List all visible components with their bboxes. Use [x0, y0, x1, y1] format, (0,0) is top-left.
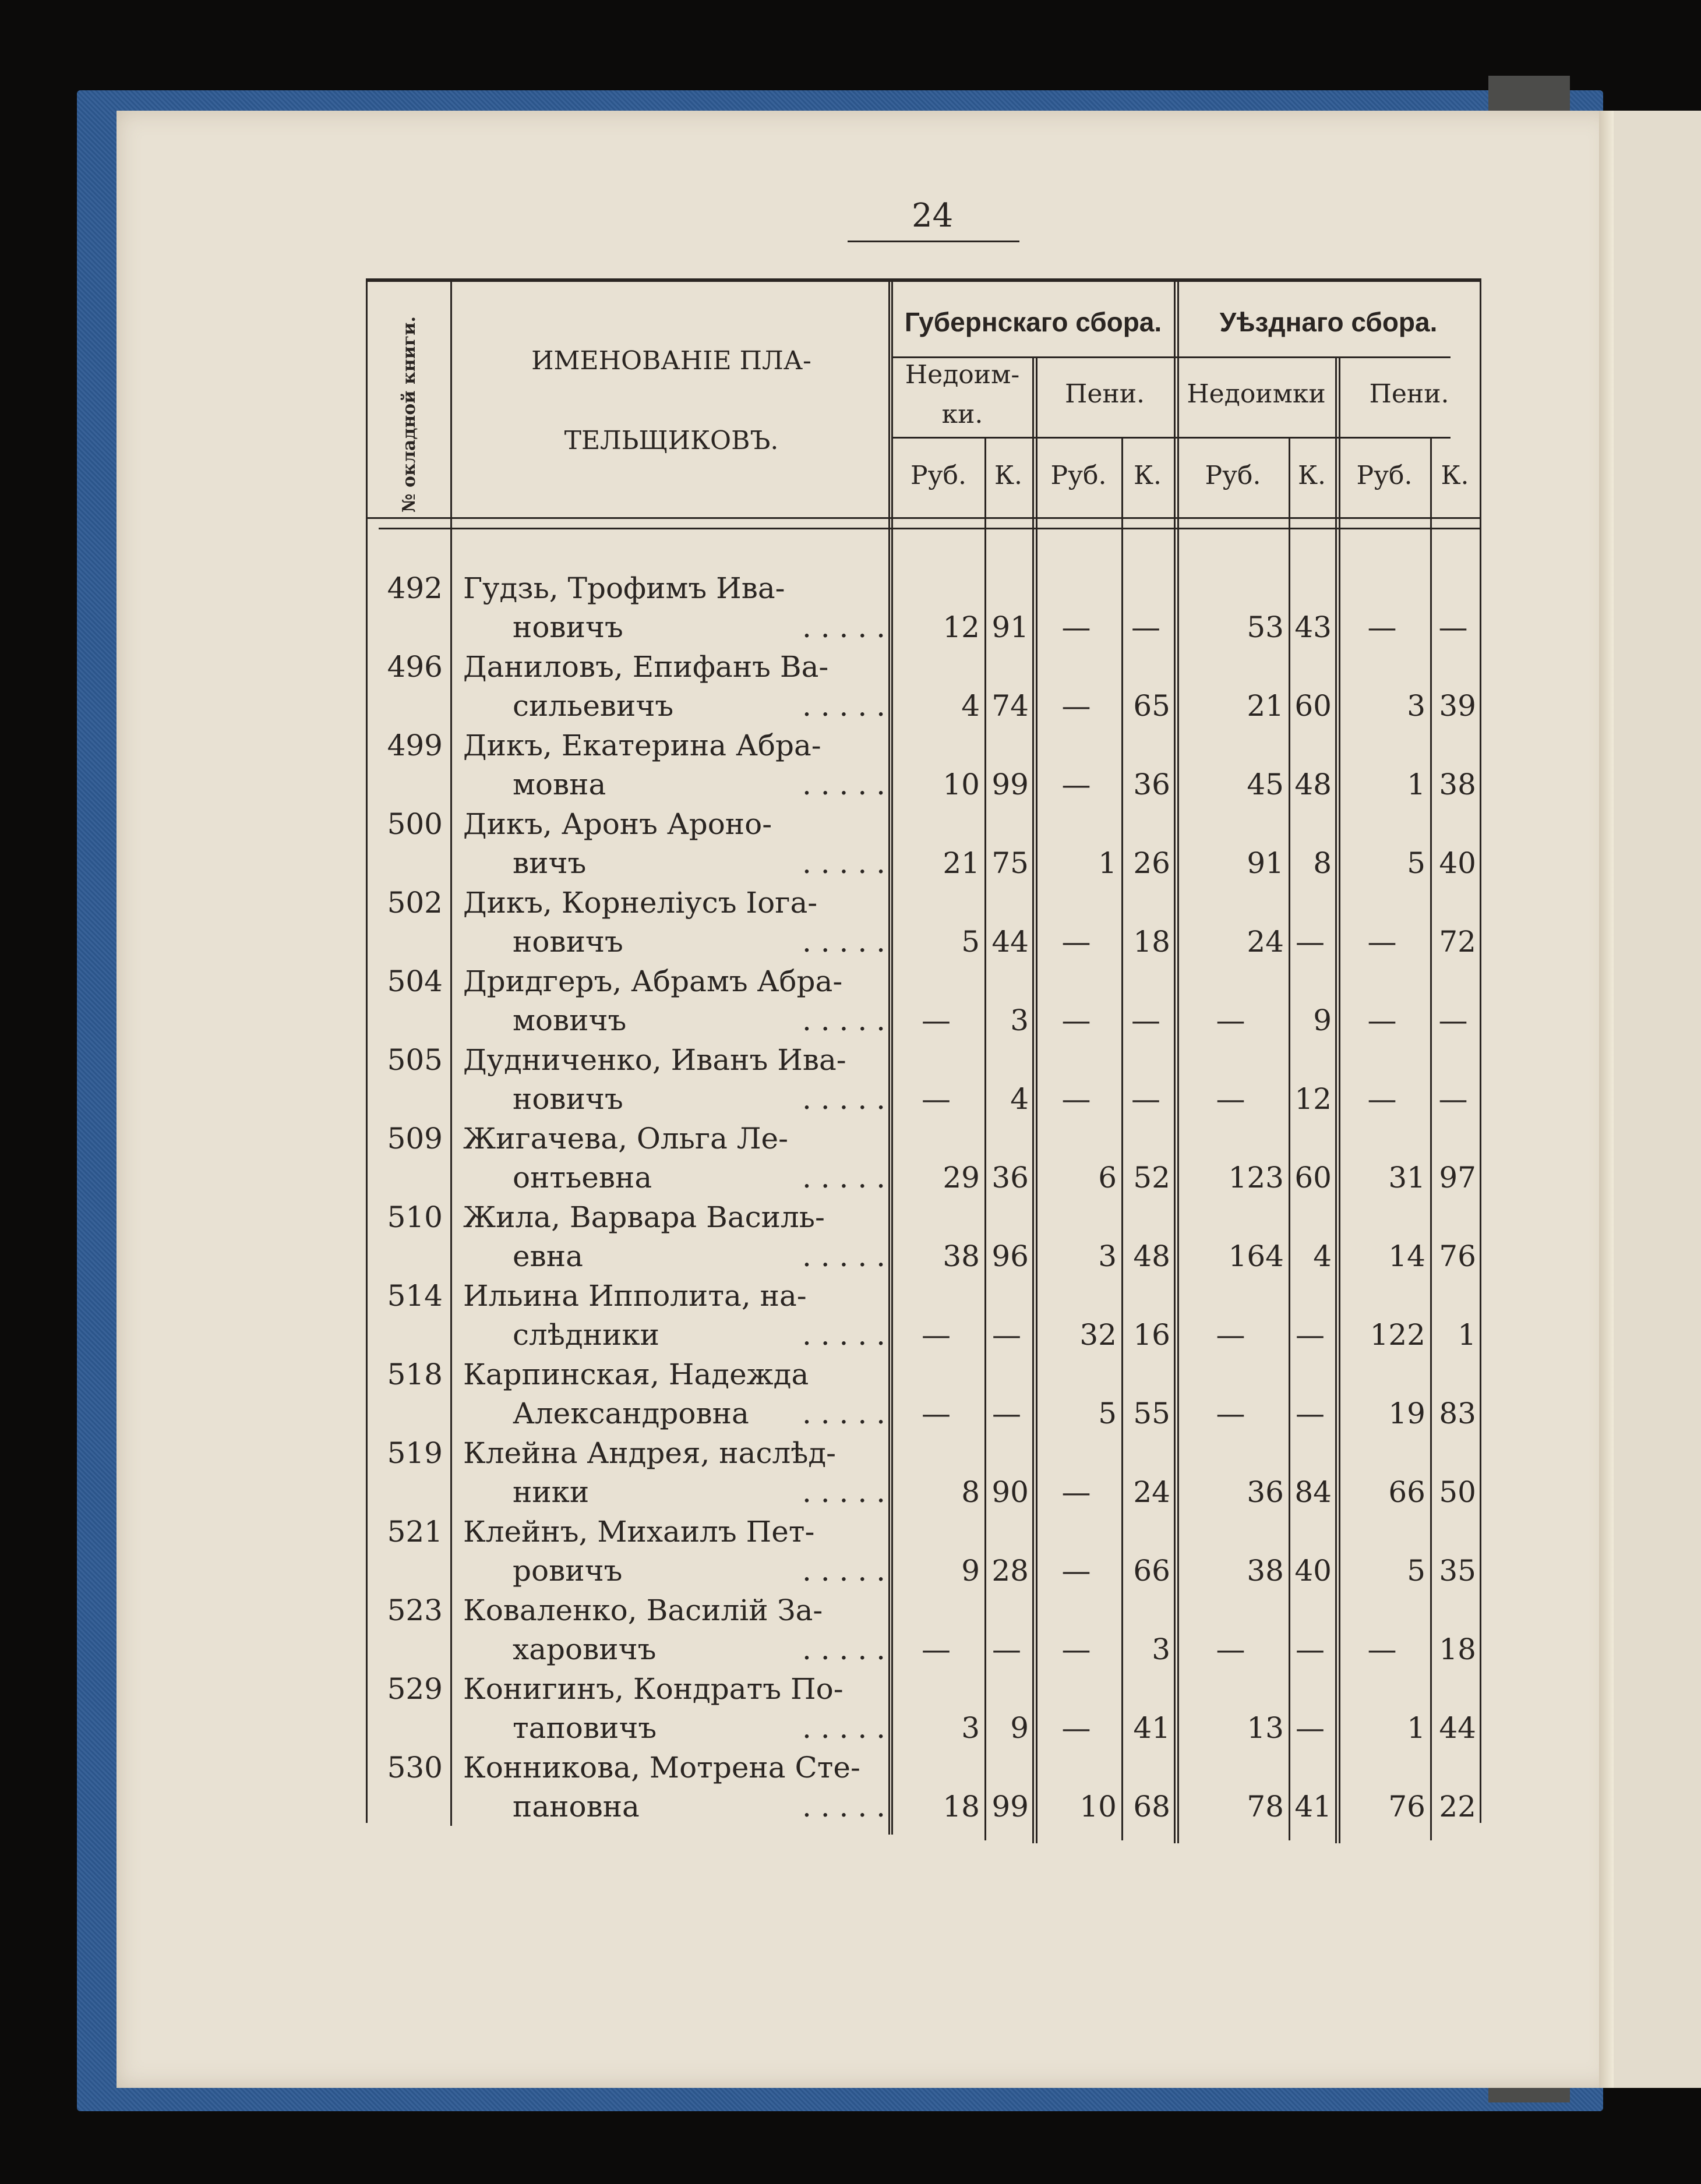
value-rub: 91: [1247, 846, 1284, 880]
value-kop: 3: [1010, 1003, 1029, 1037]
kop-subheader: К.: [1441, 461, 1469, 490]
row-number: 510: [387, 1200, 443, 1234]
payer-name-line1: Жигачева, Ольга Ле-: [463, 1122, 788, 1155]
value-kop: 65: [1133, 689, 1170, 723]
value-kop: 90: [991, 1475, 1029, 1509]
value-kop: —: [1438, 610, 1468, 644]
value-rub: —: [1367, 610, 1397, 644]
gub-uezd-subrule: [891, 356, 1451, 358]
value-kop: —: [1438, 1082, 1468, 1116]
payer-name-line1: Карпинская, Надежда: [463, 1358, 809, 1391]
gub-nedoim-header-a: Недоим-: [905, 360, 1020, 390]
value-kop: 91: [991, 610, 1029, 644]
page-number: 24: [912, 197, 954, 235]
value-kop: 41: [1133, 1711, 1170, 1745]
value-rub: —: [1061, 1554, 1091, 1588]
value-kop: 18: [1133, 925, 1170, 959]
uezd-sbor-header: Уѣзднаго сбора.: [1219, 307, 1438, 337]
value-kop: 8: [1313, 846, 1332, 880]
value-rub: —: [1216, 1318, 1245, 1352]
next-page-edge: [1614, 111, 1701, 2088]
row-number: 519: [387, 1436, 443, 1470]
value-rub: —: [1061, 925, 1091, 959]
value-rub: 5: [1407, 1554, 1425, 1588]
value-kop: 28: [991, 1554, 1029, 1588]
payer-name-line1: Ильина Ипполита, на-: [463, 1279, 807, 1313]
value-kop: —: [1296, 1711, 1325, 1745]
value-kop: 36: [991, 1161, 1029, 1195]
payer-name-line2: мовичъ: [513, 1003, 627, 1037]
payer-name-line1: Дикъ, Аронъ Ароно-: [463, 807, 772, 841]
value-kop: —: [1438, 1003, 1468, 1037]
value-kop: —: [992, 1318, 1021, 1352]
leader-dots: . . . . .: [802, 1790, 885, 1823]
value-rub: 122: [1370, 1318, 1425, 1352]
value-kop: 35: [1439, 1554, 1476, 1588]
kop-subheader: К.: [1297, 461, 1326, 490]
value-kop: 72: [1439, 925, 1476, 959]
row-number: 496: [387, 650, 443, 684]
gub-uezd-divider: [1174, 278, 1176, 1843]
payer-name-line2: новичъ: [513, 1082, 623, 1116]
value-kop: 99: [991, 768, 1029, 801]
gub-uezd-divider-2: [1177, 278, 1179, 1843]
value-kop: 52: [1133, 1161, 1170, 1195]
payer-name-line2: новичъ: [513, 610, 623, 644]
value-kop: 43: [1294, 610, 1332, 644]
value-rub: 5: [1098, 1397, 1117, 1430]
value-kop: 74: [991, 689, 1029, 723]
gub-peni-header: Пени.: [1064, 379, 1145, 409]
row-number: 523: [387, 1593, 443, 1627]
value-kop: 1: [1458, 1318, 1476, 1352]
value-kop: 76: [1439, 1239, 1476, 1273]
value-rub: 3: [1407, 689, 1425, 723]
value-kop: —: [1296, 1632, 1325, 1666]
value-rub: —: [922, 1397, 951, 1430]
leader-dots: . . . . .: [802, 925, 885, 959]
value-rub: 36: [1247, 1475, 1284, 1509]
value-rub: 45: [1247, 768, 1284, 801]
value-rub: 164: [1228, 1239, 1284, 1273]
value-kop: —: [1296, 925, 1325, 959]
row-number: 504: [387, 964, 443, 998]
left-border: [366, 278, 368, 1823]
value-kop: 40: [1439, 846, 1476, 880]
value-rub: 21: [1247, 689, 1284, 723]
leader-dots: . . . . .: [802, 1475, 885, 1509]
column-name-header-line1: ИМЕНОВАНІЕ ПЛА-: [531, 346, 811, 376]
value-kop: 75: [991, 846, 1029, 880]
value-rub: 12: [943, 610, 980, 644]
value-rub: —: [922, 1082, 951, 1116]
value-kop: 44: [1439, 1711, 1476, 1745]
value-rub: —: [1367, 925, 1397, 959]
payer-name-line1: Конникова, Мотрена Сте-: [463, 1751, 860, 1784]
value-rub: 10: [1079, 1790, 1117, 1823]
value-kop: 39: [1439, 689, 1476, 723]
value-rub: 1: [1098, 846, 1117, 880]
value-rub: —: [1061, 1711, 1091, 1745]
value-kop: 44: [991, 925, 1029, 959]
row-number: 514: [387, 1279, 443, 1313]
leader-dots: . . . . .: [802, 1318, 885, 1352]
value-kop: 41: [1294, 1790, 1332, 1823]
value-rub: 3: [961, 1711, 980, 1745]
payer-name-line1: Даниловъ, Епифанъ Ва-: [463, 650, 829, 684]
payer-name-line1: Клейнъ, Михаилъ Пет-: [463, 1515, 815, 1549]
value-kop: 55: [1133, 1397, 1170, 1430]
value-kop: 24: [1133, 1475, 1170, 1509]
gub-nedoim-peni-divider: [1032, 356, 1034, 1843]
uezd-nedoim-header: Недоимки: [1187, 379, 1326, 409]
value-kop: 99: [991, 1790, 1029, 1823]
value-rub: —: [922, 1632, 951, 1666]
value-kop: 48: [1294, 768, 1332, 801]
value-kop: —: [1131, 610, 1160, 644]
payer-name-line2: онтьевна: [513, 1161, 652, 1195]
value-rub: 78: [1247, 1790, 1284, 1823]
value-rub: 3: [1098, 1239, 1117, 1273]
row-number: 530: [387, 1751, 443, 1784]
value-kop: 3: [1152, 1632, 1170, 1666]
value-rub: 38: [1247, 1554, 1284, 1588]
payer-name-line2: новичъ: [513, 925, 623, 959]
payer-name-line2: Александровна: [513, 1397, 749, 1430]
value-rub: 4: [961, 689, 980, 723]
uezd-nedoim-kop-divider: [1289, 437, 1290, 1840]
payer-name-line1: Дикъ, Екатерина Абра-: [463, 729, 821, 762]
value-kop: 22: [1439, 1790, 1476, 1823]
value-kop: —: [1296, 1397, 1325, 1430]
uezd-peni-kop-divider: [1430, 437, 1432, 1840]
value-kop: 18: [1439, 1632, 1476, 1666]
value-rub: —: [1216, 1003, 1245, 1037]
row-number: 518: [387, 1358, 443, 1391]
payer-name-line1: Коваленко, Василій За-: [463, 1593, 823, 1627]
value-rub: 31: [1388, 1161, 1425, 1195]
row-number: 521: [387, 1515, 443, 1549]
leader-dots: . . . . .: [802, 610, 885, 644]
payer-name-line2: ровичъ: [513, 1554, 623, 1588]
rub-subheader: Руб.: [1050, 461, 1107, 490]
payer-name-line1: Дудниченко, Иванъ Ива-: [463, 1043, 846, 1077]
value-kop: 38: [1439, 768, 1476, 801]
value-kop: 4: [1313, 1239, 1332, 1273]
name-money-divider-2: [891, 278, 893, 1835]
payer-name-line1: Клейна Андрея, наслѣд-: [463, 1436, 837, 1470]
row-number: 492: [387, 571, 443, 605]
value-rub: —: [1061, 689, 1091, 723]
nedoim-peni-subrule: [891, 437, 1451, 439]
leader-dots: . . . . .: [802, 1632, 885, 1666]
header-bottom-rule-1: [366, 517, 1481, 519]
rub-subheader: Руб.: [1205, 461, 1261, 490]
value-kop: 66: [1133, 1554, 1170, 1588]
value-rub: —: [922, 1003, 951, 1037]
leader-dots: . . . . .: [802, 1554, 885, 1588]
payer-name-line2: сильевичъ: [513, 689, 674, 723]
payer-name-line2: мовна: [513, 768, 606, 801]
leader-dots: . . . . .: [802, 1711, 885, 1745]
num-name-divider: [450, 278, 452, 1826]
value-kop: —: [992, 1397, 1021, 1430]
value-kop: 9: [1313, 1003, 1332, 1037]
value-rub: 32: [1079, 1318, 1117, 1352]
value-kop: 83: [1439, 1397, 1476, 1430]
gub-nedoim-header-b: ки.: [941, 400, 983, 429]
value-kop: 36: [1133, 768, 1170, 801]
value-kop: 48: [1133, 1239, 1170, 1273]
value-rub: —: [922, 1318, 951, 1352]
value-rub: 5: [1407, 846, 1425, 880]
value-kop: 26: [1133, 846, 1170, 880]
rub-subheader: Руб.: [911, 461, 966, 490]
value-rub: —: [1061, 1475, 1091, 1509]
payer-name-line1: Гудзь, Трофимъ Ива-: [463, 571, 785, 605]
page-gutter: [1599, 111, 1614, 2088]
uezd-nedoim-peni-divider: [1335, 356, 1337, 1843]
value-rub: 13: [1247, 1711, 1284, 1745]
value-rub: —: [1061, 1632, 1091, 1666]
row-number: 499: [387, 729, 443, 762]
value-rub: 5: [961, 925, 980, 959]
value-kop: —: [1131, 1003, 1160, 1037]
value-kop: 4: [1010, 1082, 1029, 1116]
payer-name-line2: харовичъ: [513, 1632, 657, 1666]
leader-dots: . . . . .: [802, 1239, 885, 1273]
rub-subheader: Руб.: [1356, 461, 1413, 490]
name-money-divider: [888, 278, 890, 1835]
value-rub: —: [1061, 768, 1091, 801]
value-rub: —: [1367, 1632, 1397, 1666]
value-rub: —: [1061, 1082, 1091, 1116]
leader-dots: . . . . .: [802, 1397, 885, 1430]
leader-dots: . . . . .: [802, 1003, 885, 1037]
kop-subheader: К.: [1133, 461, 1162, 490]
header-bottom-rule-2: [379, 528, 1481, 529]
value-rub: —: [1216, 1082, 1245, 1116]
value-rub: 123: [1228, 1161, 1284, 1195]
leader-dots: . . . . .: [802, 768, 885, 801]
payer-name-line2: ники: [513, 1475, 590, 1509]
value-rub: 6: [1098, 1161, 1117, 1195]
payer-name-line1: Конигинъ, Кондратъ По-: [463, 1672, 844, 1706]
payer-name-line2: евна: [513, 1239, 583, 1273]
value-rub: —: [1367, 1082, 1397, 1116]
value-rub: 38: [943, 1239, 980, 1273]
value-rub: 18: [943, 1790, 980, 1823]
value-rub: 53: [1247, 610, 1284, 644]
value-kop: 60: [1294, 689, 1332, 723]
table-top-rule: [366, 278, 1481, 282]
value-kop: —: [992, 1632, 1021, 1666]
column-name-header-line2: ТЕЛЬЩИКОВЪ.: [564, 426, 779, 455]
value-rub: 19: [1388, 1397, 1425, 1430]
leader-dots: . . . . .: [802, 1082, 885, 1116]
value-rub: 10: [943, 768, 980, 801]
gub-nedoim-kop-divider: [984, 437, 986, 1840]
row-number: 500: [387, 807, 443, 841]
value-kop: 50: [1439, 1475, 1476, 1509]
value-kop: 68: [1133, 1790, 1170, 1823]
value-kop: 16: [1133, 1318, 1170, 1352]
value-rub: 1: [1407, 768, 1425, 801]
leader-dots: . . . . .: [802, 689, 885, 723]
value-rub: 24: [1247, 925, 1284, 959]
value-kop: 97: [1439, 1161, 1476, 1195]
right-border: [1480, 278, 1481, 1823]
value-kop: 9: [1010, 1711, 1029, 1745]
value-kop: 96: [991, 1239, 1029, 1273]
value-kop: 84: [1294, 1475, 1332, 1509]
row-number: 529: [387, 1672, 443, 1706]
payer-name-line1: Жила, Варвара Василь-: [463, 1200, 825, 1234]
payer-name-line2: вичъ: [513, 846, 587, 880]
leader-dots: . . . . .: [802, 846, 885, 880]
value-rub: 14: [1388, 1239, 1425, 1273]
value-kop: —: [1296, 1318, 1325, 1352]
value-rub: 66: [1388, 1475, 1425, 1509]
value-rub: —: [1367, 1003, 1397, 1037]
value-rub: 21: [943, 846, 980, 880]
gub-peni-kop-divider: [1121, 437, 1123, 1840]
leader-dots: . . . . .: [802, 1161, 885, 1195]
value-rub: 1: [1407, 1711, 1425, 1745]
value-rub: —: [1216, 1397, 1245, 1430]
value-kop: 40: [1294, 1554, 1332, 1588]
value-rub: 76: [1388, 1790, 1425, 1823]
column-number-header: № окладной книги.: [399, 316, 419, 513]
value-rub: 29: [943, 1161, 980, 1195]
value-rub: 8: [961, 1475, 980, 1509]
row-number: 509: [387, 1122, 443, 1155]
kop-subheader: К.: [994, 461, 1023, 490]
value-kop: 60: [1294, 1161, 1332, 1195]
value-rub: —: [1061, 610, 1091, 644]
value-kop: —: [1131, 1082, 1160, 1116]
value-rub: —: [1061, 1003, 1091, 1037]
gub-sbor-header: Губернскаго сбора.: [904, 307, 1162, 337]
value-rub: —: [1216, 1632, 1245, 1666]
payer-name-line1: Дридгеръ, Абрамъ Абра-: [463, 964, 843, 998]
payer-name-line2: слѣдники: [513, 1318, 659, 1352]
row-number: 505: [387, 1043, 443, 1077]
payer-name-line1: Дикъ, Корнеліусъ Іога-: [463, 886, 818, 920]
value-kop: 12: [1294, 1082, 1332, 1116]
value-rub: 9: [961, 1554, 980, 1588]
payer-name-line2: таповичъ: [513, 1711, 657, 1745]
uezd-peni-header: Пени.: [1369, 379, 1449, 409]
page-number-rule: [848, 241, 1019, 242]
row-number: 502: [387, 886, 443, 920]
payer-name-line2: пановна: [513, 1790, 640, 1823]
